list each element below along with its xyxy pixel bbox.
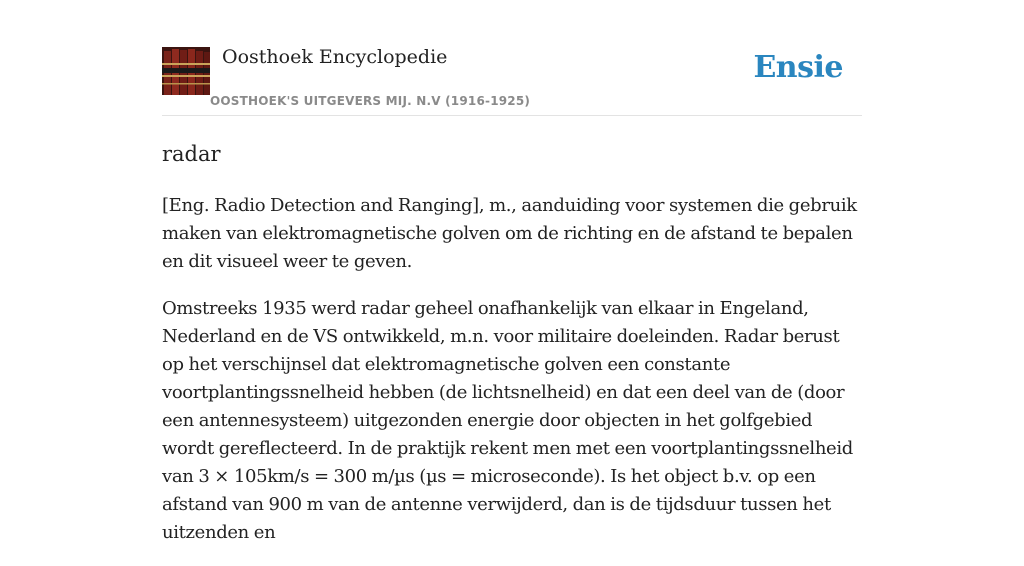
source-publisher: OOSTHOEK'S UITGEVERS MIJ. N.V (1916-1925) — [210, 94, 531, 108]
header-divider — [162, 115, 862, 116]
source-avatar[interactable] — [162, 47, 210, 95]
article — [162, 138, 862, 566]
article-paragraph: [Eng. Radio Detection and Ranging], m., aanduiding voor systemen die gebruik maken van elektromagnetische golven om de richting en de afstand te bepalen en dit visueel weer te geven. — [162, 195, 857, 272]
source-header — [162, 45, 862, 115]
encyclopedia-books-icon — [162, 47, 210, 95]
article-title: radar — [162, 142, 221, 166]
brand-logo[interactable]: Ensie — [753, 50, 843, 85]
article-paragraph: Omstreeks 1935 werd radar geheel onafhankelijk van elkaar in Engeland, Nederland en de VS ontwikkeld, m.n. voor militaire doeleinden. Radar berust op het verschijnsel dat elektromagnetische golven een constante voortplantingssnelheid hebben (de lichtsnelheid) en dat een deel van de (door een antennesysteem) uitgezonden energie door objecten in het golfgebied wordt gereflecteerd. In de praktijk rekent men met een voortplantingssnelheid van 3 × 105km/s = 300 m/µs (µs = microseconde). Is het object b.v. op een afstand van 900 m van de antenne verwijderd, dan is de tijdsduur tussen het uitzenden en — [162, 298, 853, 543]
source-title[interactable]: Oosthoek Encyclopedie — [222, 46, 448, 68]
